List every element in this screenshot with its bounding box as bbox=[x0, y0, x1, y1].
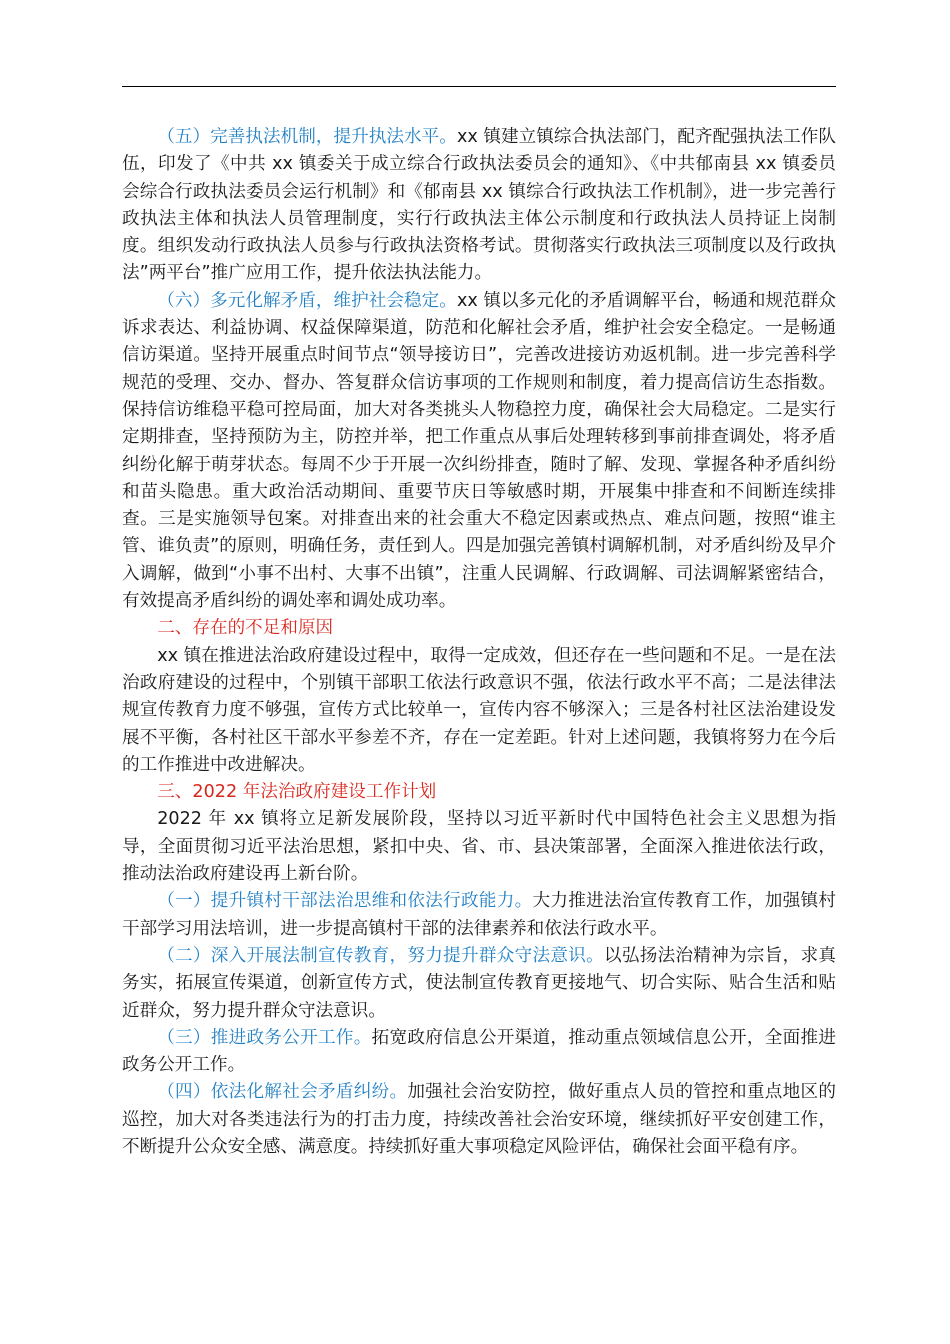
paragraph-item-5 bbox=[122, 124, 836, 288]
item-lead: （二）深入开展法制宣传教育，努力提升群众守法意识。 bbox=[157, 945, 604, 966]
item-lead: （三）推进政务公开工作。 bbox=[157, 1027, 372, 1048]
document-body bbox=[122, 124, 836, 1161]
item-text: 以弘扬法治精神为宗旨，求真务实，拓展宣传渠道，创新宣传方式，使法制宣传教育更接地气、切合实际、贴合生活和贴近群众，努力提升群众守法意识。 bbox=[122, 945, 836, 1021]
paragraph-body: xx 镇在推进法治政府建设过程中，取得一定成效，但还存在一些问题和不足。一是在法治政府建设的过程中，个别镇干部职工依法行政意识不强，依法行政水平不高；二是法律法规宣传教育力度不够强，宣传方式比较单一，宣传内容不够深入；三是各村社区法治建设发展不平衡，各村社区干部水平参差不齐，存在一定差距。针对上述问题，我镇将努力在今后的工作推进中改进解决。 bbox=[122, 645, 836, 775]
paragraph-item-6 bbox=[122, 288, 836, 616]
item-text: 拓宽政府信息公开渠道，推动重点领域信息公开，全面推进政务公开工作。 bbox=[122, 1027, 836, 1076]
item-lead: （四）依法化解社会矛盾纠纷。 bbox=[157, 1082, 408, 1103]
item-text: 大力推进法治宣传教育工作，加强镇村干部学习用法培训，进一步提高镇村干部的法律素养和依法行政水平。 bbox=[122, 891, 836, 939]
section-heading-3: 三、2022 年法治政府建设工作计划 bbox=[157, 782, 437, 803]
item-lead: （一）提升镇村干部法治思维和依法行政能力。 bbox=[157, 891, 533, 912]
item-text: 加强社会治安防控，做好重点人员的管控和重点地区的巡控，加大对各类违法行为的打击力度，持续改善社会治安环境，继续抓好平安创建工作，不断提升公众安全感、满意度。持续抓好重大事项稳定风险评估，确保社会面平稳有序。 bbox=[122, 1082, 836, 1157]
paragraph-item-2 bbox=[122, 943, 836, 1025]
header-rule bbox=[122, 86, 836, 87]
paragraph-item-4 bbox=[122, 1079, 836, 1161]
item-text: xx 镇以多元化的矛盾调解平台，畅通和规范群众诉求表达、利益协调、权益保障渠道，防范和化解社会矛盾，维护社会安全稳定。一是畅通信访渠道。坚持开展重点时间节点“领导接访日”，完善改进接访劝返机制。进一步完善科学规范的受理、交办、督办、答复群众信访事项的工作规则和制度，着力提高信访生态指数。保持信访维稳平稳可控局面，加大对各类挑头人物稳控力度，确保社会大局稳定。二是实行定期排查，坚持预防为主，防控并举，把工作重点从事后处理转移到事前排查调处，将矛盾纠纷化解于萌芽状态。每周不少于开展一次纠纷排查，随时了解、发现、掌握各种矛盾纠纷和苗头隐患。重大政治活动期间、重要节庆日等敏感时期，开展集中排查和不间断连续排查。三是实施领导包案。对排查出来的社会重大不稳定因素或热点、难点问题，按照“谁主管、谁负责”的原则，明确任务，责任到人。四是加强完善镇村调解机制，对矛盾纠纷及早介入调解，做到“小事不出村、大事不出镇”，注重人民调解、行政调解、司法调解紧密结合，有效提高矛盾纠纷的调处率和调处成功率。 bbox=[122, 290, 836, 612]
paragraph-item-1 bbox=[122, 888, 836, 943]
item-lead: （六）多元化解矛盾，维护社会稳定。 bbox=[157, 290, 457, 311]
item-lead: （五）完善执法机制，提升执法水平。 bbox=[157, 127, 457, 147]
section-heading-2: 二、存在的不足和原因 bbox=[157, 618, 334, 639]
paragraph-item-3 bbox=[122, 1025, 836, 1080]
item-text: xx 镇建立镇综合执法部门，配齐配强执法工作队伍，印发了《中共 xx 镇委关于成立综合行政执法委员会的通知》、《中共郁南县 xx 镇委员会综合行政执法委员会运行机制》和《郁南县 xx 镇综合行政执法工作机制》，进一步完善行政执法主体和执法人员管理制度，实行行政执法主体公示制度和行政执法人员持证上岗制度。组织发动行政执法人员参与行政执法资格考试。贯彻落实行政执法三项制度以及行政执法”两平台”推广应用工作，提升依法执法能力。 bbox=[122, 127, 836, 284]
paragraph-body: 2022 年 xx 镇将立足新发展阶段，坚持以习近平新时代中国特色社会主义思想为指导，全面贯彻习近平法治思想，紧扣中央、省、市、县决策部署，全面深入推进依法行政，推动法治政府建设再上新台阶。 bbox=[122, 809, 836, 885]
